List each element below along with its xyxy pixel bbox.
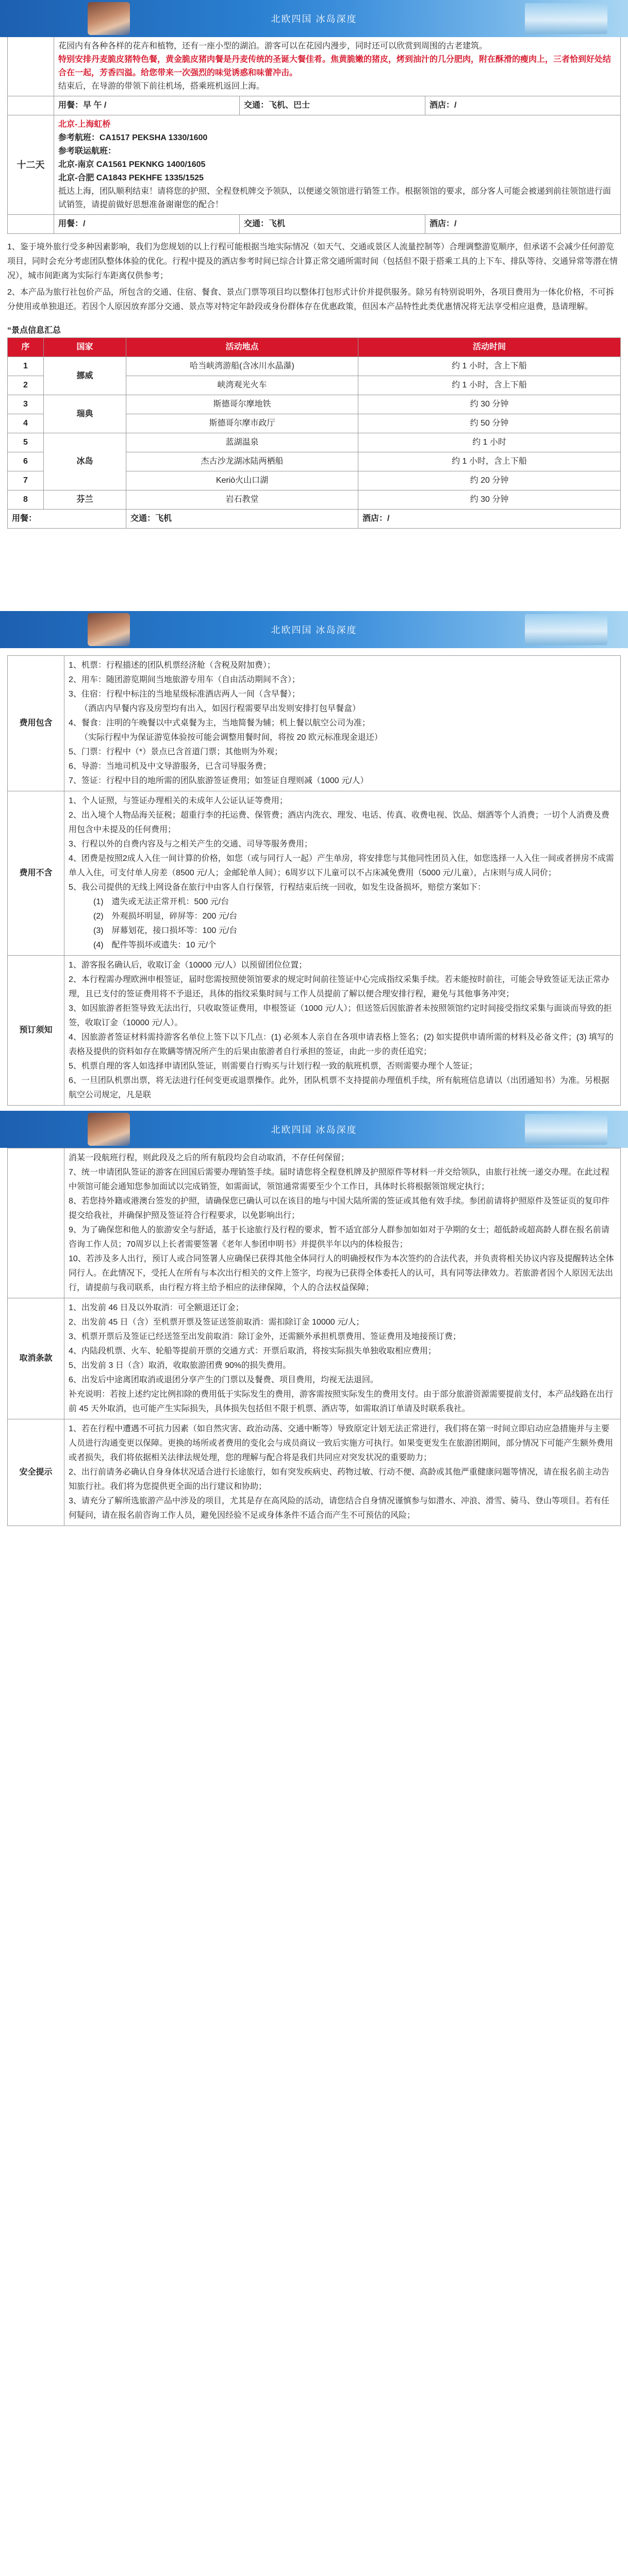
hotel-info: 酒店：/ bbox=[358, 510, 621, 529]
compensation-item: (4) 配件等损坏或遗失：10 元/个 bbox=[93, 941, 217, 950]
prebook-item: 4、因旅游者签证材料需持游客名单位上签下以下几点：(1) 必须本人亲自在各项申请表格上签名；(2) 如实提供申请所需的材料及必备文件；(3) 填写的表格及提供的资料如存在欺瞒等情况所产生的后果由旅游者自行承担的签证，由此一步的责任追究； bbox=[69, 1033, 614, 1056]
cell-no: 3 bbox=[8, 395, 44, 414]
prebook-list bbox=[64, 956, 621, 1106]
header-banner bbox=[0, 0, 628, 37]
itinerary-table bbox=[7, 37, 621, 234]
day12-desc bbox=[54, 115, 621, 215]
spacer bbox=[8, 215, 54, 234]
note-item: 2、本产品为旅行社包价产品，所包含的交通、住宿、餐食、景点门票等项目均以整体打包形式计价并提供服务。除另有特别说明外，各项目费用为一体化价格，不可拆分使用或单独退还。若因个人原因放弃部分交通、景点等对特定年龄段或身份群体存在优惠政策，但因本产品特性此类优惠情况将无法享受相应退费，恳请理解。 bbox=[7, 288, 614, 311]
cell-place: 峡湾观光火车 bbox=[126, 376, 358, 395]
ref-flight: 北京-合肥 CA1843 PEKHFE 1335/1525 bbox=[58, 174, 204, 182]
cell-place: 哈当峡湾游船(含冰川水晶瀑) bbox=[126, 357, 358, 376]
meal-info: 用餐： bbox=[8, 510, 126, 529]
cancel-item: 3、机票开票后及签证已经送签至出发前取消：除订金外，还需额外承担机票费用、签证费用及地接预订费； bbox=[69, 1332, 461, 1341]
day12-text: 抵达上海，团队顺利结束！请将您的护照、全程登机牌交予领队，以便递交领馆进行销签工作。根据领馆的要求，部分客人可能会被递到前往领馆进行面试销签，请提前做好思想准备谢谢您的配合！ bbox=[58, 187, 612, 209]
ref-flight: 北京-南京 CA1561 PEKNKG 1400/1605 bbox=[58, 160, 206, 169]
table-row bbox=[8, 357, 621, 376]
cancel-list bbox=[64, 1298, 621, 1419]
cell-country: 挪威 bbox=[44, 357, 126, 395]
banner-title: 北欧四国 冰岛深度 bbox=[271, 14, 357, 24]
prebook-label: 预订须知 bbox=[8, 956, 64, 1106]
safety-item: 1、若在行程中遭遇不可抗力因素（如自然灾害、政治动荡、交通中断等）导致原定计划无法正常进行，我们将在第一时间立即启动应急措施并与主要人员进行沟通变更以保障。更换的场所或者费用的变化会与成员商议一致后实施方可执行。如果变更发生在旅游团期间，部分情况下可能产生额外费用或者损失，我们将依据相关法律法规处理，您的理解与配合将是我们共同应对突发状况的重要助力； bbox=[69, 1425, 614, 1462]
banner-landscape bbox=[525, 3, 607, 34]
prebook-item: 5、机票自理的客人如选择申请团队签证，则需要自行购买与计划行程一致的航班机票，否则需要办理个人签证； bbox=[69, 1062, 477, 1071]
cancel-item: 1、出发前 46 日及以外取消：可全额退还订金； bbox=[69, 1303, 244, 1312]
banner-photo bbox=[88, 613, 130, 646]
cell-no: 8 bbox=[8, 490, 44, 510]
prebook-item: 8、若您持外籍或港澳台签发的护照，请确保您已确认可以在该目的地与中国大陆所需的签证或其他有效手续。参团前请将护照原件及签证页的复印件提交给我社，并确保护照及签证符合行程要求，以免影响出行； bbox=[69, 1197, 609, 1220]
fee-section bbox=[0, 648, 628, 1106]
safety-item: 2、出行前请务必确认自身身体状况适合进行长途旅行，如有突发疾病史、药物过敏、行动不便、高龄或其他严重健康问题等情况，请在报名前主动告知旅行社。我们将为您提供更全面的出行建议和协助； bbox=[69, 1468, 609, 1491]
prebook-item: 3、如因旅游者拒签导致无法出行，只收取签证费用，申根签证（1000 元/人）；但送签后因旅游者未按照领馆约定时间接受指纹采集与面谈而导致的拒签，收取订金（10000 元/人）。 bbox=[69, 1004, 612, 1027]
day11-desc bbox=[54, 37, 621, 96]
cell-no: 1 bbox=[8, 357, 44, 376]
col-header: 活动地点 bbox=[126, 338, 358, 357]
cell-no: 4 bbox=[8, 414, 44, 433]
fee-item: （实际行程中为保证游览体验按可能会调整用餐时间，将按 20 欧元标准现金退还） bbox=[80, 733, 383, 742]
meal-info: 用餐：/ bbox=[54, 215, 240, 234]
prebook-item: 7、统一申请团队签证的游客在回国后需要办理销签手续。届时请您将全程登机牌及护照原件等材料一并交给领队，由旅行社统一递交办理。在此过程中领馆可能会通知您参加面试以完成销签，如需面试，领馆通常需要至少个工作日，具体时长将根据领馆规定执行； bbox=[69, 1168, 609, 1191]
safety-item: 3、请充分了解所选旅游产品中涉及的项目，尤其是存在高风险的活动，请您结合自身情况谨慎参与如潜水、冲浪、滑雪、骑马、登山等项目。若有任何疑问，请在报名前咨询工作人员，避免因经验不足或身体条件不适合而产生不可预估的风险； bbox=[69, 1497, 609, 1520]
table-row bbox=[8, 395, 621, 414]
fee-item: 2、出入境个人物品海关征税；超重行李的托运费、保管费；酒店内洗衣、理发、电话、传真、收费电视、饮品、烟酒等个人消费；一切个人消费及费用包含中未提及的任何费用； bbox=[69, 811, 609, 834]
prebook-item: 消某一段航班行程，则此段及之后的所有航段均会自动取消，不存任何保留； bbox=[69, 1154, 350, 1162]
meal-info: 用餐：早 午 / bbox=[54, 96, 240, 115]
fee-exclude-list bbox=[64, 791, 621, 956]
cell-no: 7 bbox=[8, 471, 44, 490]
hotel-info: 酒店：/ bbox=[425, 215, 621, 234]
safety-label: 安全提示 bbox=[8, 1419, 64, 1526]
compensation-item: (3) 屏幕划花，接口损坏等：100 元/台 bbox=[93, 926, 238, 935]
terms-table bbox=[7, 1148, 621, 1526]
cell-time: 约 30 分钟 bbox=[358, 490, 621, 510]
fee-item: 4、餐食：注明的午晚餐以中式桌餐为主，当地简餐为辅；机上餐以航空公司为准； bbox=[69, 719, 370, 727]
banner-photo bbox=[88, 1113, 130, 1146]
ref-flight-title: 参考联运航班： bbox=[58, 147, 117, 156]
cancel-item: 4、内陆段机票、火车、轮船等提前开票的交通方式：开票后取消，将按实际损失单独收取相应费用； bbox=[69, 1347, 436, 1355]
cell-place: 杰古沙龙湖冰陆两栖船 bbox=[126, 452, 358, 471]
cell-time: 约 1 小时 bbox=[358, 433, 621, 452]
day-label-blank bbox=[8, 37, 54, 96]
prebook-item: 1、游客报名确认后，收取订金（10000 元/人）以预留团位位置； bbox=[69, 961, 307, 970]
cancel-item: 6、出发后中途离团取消或退团分享产生的门票以及餐费、项目费用，均视无法退回。 bbox=[69, 1376, 378, 1384]
cell-no: 5 bbox=[8, 433, 44, 452]
cancel-item: 2、出发前 45 日（含）至机票开票及签证送签前取消：需扣除订金 10000 元/人； bbox=[69, 1318, 365, 1327]
prebook-item: 6、一旦团队机票出票，将无法进行任何变更或退票操作。此外，团队机票不支持提前办理值机手续，所有航班信息请以（出团通知书）为准。另根据航空公司规定，凡是联 bbox=[69, 1076, 609, 1099]
itinerary-section bbox=[0, 37, 628, 529]
banner-photo bbox=[88, 2, 130, 35]
cell-time: 约 1 小时，含上下船 bbox=[358, 452, 621, 471]
prebook-item: 2、本行程需办理欧洲申根签证，届时您需按照使领馆要求的规定时间前往签证中心完成指纹采集手续。若未能按时前往，可能会导致签证无法正常办理，且已支付的签证费用将不予退还，具体的指纹采集时间与工作人员提前了解以便合理安排行程，避免与其他事务冲突； bbox=[69, 975, 609, 998]
banner-title: 北欧四国 冰岛深度 bbox=[271, 625, 357, 635]
notes-block bbox=[7, 234, 621, 320]
cell-place: 蓝湖温泉 bbox=[126, 433, 358, 452]
compensation-item: (1) 遗失或无法正常开机：500 元/台 bbox=[93, 897, 229, 906]
banner-landscape bbox=[525, 614, 607, 645]
prebook-cont-label bbox=[8, 1148, 64, 1298]
table-row bbox=[8, 433, 621, 452]
col-header: 活动时间 bbox=[358, 338, 621, 357]
fee-item: 1、机票：行程描述的团队机票经济舱（含税及附加费）； bbox=[69, 661, 275, 670]
fee-item: 4、团费是按照2成人入住一间计算的价格，如您（或与同行人一起）产生单房，将安排您与其他同性团员入住，如您选择一人入住一间或者拼房不成需单人入住，可支付单人房差（8500 元/人；金邮轮单人间）；6周岁以下儿童可以不占床减免费用（5000 元/儿童），占床则与成人同价； bbox=[69, 854, 614, 877]
cell-time: 约 50 分钟 bbox=[358, 414, 621, 433]
scenic-table bbox=[7, 337, 621, 529]
fee-item: 1、个人证照，与签证办理相关的未成年人公证认证等费用； bbox=[69, 796, 288, 805]
cell-time: 约 30 分钟 bbox=[358, 395, 621, 414]
compensation-item: (2) 外观损坏明显，碎屏等：200 元/台 bbox=[93, 912, 238, 921]
cell-no: 6 bbox=[8, 452, 44, 471]
cell-place: 岩石教堂 bbox=[126, 490, 358, 510]
prebook-cont-list bbox=[64, 1148, 621, 1298]
day11-line: 结束后，在导游的带领下前往机场，搭乘班机返回上海。 bbox=[58, 82, 265, 91]
hotel-info: 酒店：/ bbox=[425, 96, 621, 115]
banner-landscape bbox=[525, 1114, 607, 1145]
terms-section bbox=[0, 1148, 628, 1526]
fee-include-label: 费用包含 bbox=[8, 656, 64, 791]
fee-item: 3、行程以外的自费内容及与之相关产生的交通、司导等服务费用； bbox=[69, 840, 312, 849]
safety-list bbox=[64, 1419, 621, 1526]
banner-title: 北欧四国 冰岛深度 bbox=[271, 1125, 357, 1135]
cell-place: Keriò火山口湖 bbox=[126, 471, 358, 490]
route-title: 北京-上海虹桥 bbox=[58, 120, 111, 129]
cell-no: 2 bbox=[8, 376, 44, 395]
fee-item: 6、导游：当地司机及中文导游服务，已含司导服务费； bbox=[69, 762, 271, 771]
transport-info: 交通：飞机 bbox=[240, 215, 425, 234]
fee-exclude-label: 费用不含 bbox=[8, 791, 64, 956]
cancel-item: 5、出发前 3 日（含）取消，收取旅游团费 90%的损失费用。 bbox=[69, 1361, 291, 1370]
scenic-title: “景点信息汇总 bbox=[7, 326, 61, 335]
header-banner bbox=[0, 1111, 628, 1148]
flight-info: 参考航班：CA1517 PEKSHA 1330/1600 bbox=[58, 133, 208, 142]
transport-info: 交通：飞机 bbox=[126, 510, 358, 529]
day11-special-meal: 特别安排丹麦脆皮猪特色餐，黄金脆皮猪肉餐是丹麦传统的圣诞大餐佳肴。焦黄脆嫩的猪皮，烤到油汁的几分肥肉，附在酥滑的瘦肉上，三者恰到好处结合在一起，芳香四溢。给您带来一次强烈的味觉诱惑和味蕾冲击。 bbox=[58, 55, 612, 77]
cancel-item: 补充说明：若按上述约定比例扣除的费用低于实际发生的费用，游客需按照实际发生的费用支付。由于部分旅游资源需要提前支付，本产品线路在出行前 45 天外取消，也可能产生实际损失，具体损失包括但不限于机票、酒店等，如需取消订单请及时联系我社。 bbox=[69, 1390, 614, 1413]
cancel-label: 取消条款 bbox=[8, 1298, 64, 1419]
day-label: 十二天 bbox=[8, 115, 54, 215]
cell-time: 约 1 小时，含上下船 bbox=[358, 376, 621, 395]
fee-item: 7、签证：行程中目的地所需的团队旅游签证费用；如签证自理则减（1000 元/人） bbox=[69, 776, 369, 785]
day11-line: 花园内有各种各样的花卉和植物，还有一座小型的湖泊。游客可以在花园内漫步，同时还可以欣赏到周围的古老建筑。 bbox=[58, 42, 488, 50]
fee-include-list bbox=[64, 656, 621, 791]
fee-item: 2、用车：随团游览期间当地旅游专用车（自由活动期间不含）； bbox=[69, 675, 300, 684]
cell-country: 瑞典 bbox=[44, 395, 126, 433]
table-row bbox=[8, 490, 621, 510]
cell-time: 约 1 小时，含上下船 bbox=[358, 357, 621, 376]
cell-country: 芬兰 bbox=[44, 490, 126, 510]
cell-place: 斯德哥尔摩地铁 bbox=[126, 395, 358, 414]
col-header: 国家 bbox=[44, 338, 126, 357]
fee-item: （酒店内早餐内容及房型均有出入，如因行程需要早出发则安排打包早餐盒） bbox=[80, 704, 361, 713]
prebook-item: 9、为了确保您和他人的旅游安全与舒适，基于长途旅行及行程的要求，暂不适宜部分人群参加如如对于孕期的女士；超低龄或超高龄人群在报名前请咨询工作人员；70周岁以上长者需要签署《老年人参团申明书》并提供半年以内的体检报告； bbox=[69, 1226, 609, 1249]
header-banner bbox=[0, 611, 628, 648]
col-header: 序 bbox=[8, 338, 44, 357]
prebook-item: 10、若涉及多人出行，预订人或合同签署人应确保已获得其他全体同行人的明确授权作为本次签约的合法代表，并负责将相关协议内容及提醒转达全体同行人。在此情况下，受托人在所有与本次出行相关的文件上签字，均视为已获得全体委托人的认可，具有同等法律效力。若旅游者因个人原因无法出行，请提前与我司联系，由行程方将主给予相应的法律保障，个人的合法权益保障； bbox=[69, 1255, 614, 1292]
note-item: 1、鉴于境外旅行受多种因素影响，我们为您规划的以上行程可能根据当地实际情况（如天气、交通或景区人流量控制等）合理调整游览顺序，但承诺不会减少任何游览项目，同时会充分考虑团队整体体验的优化。行程中提及的酒店参考时间已综合计算正常交通所需时间（包括但不限于搭乘工具的上下车、排队等待、交通异常等潜在情况），城市间距离为实际行车距离仅供参考； bbox=[7, 243, 618, 280]
cell-country: 冰岛 bbox=[44, 433, 126, 490]
transport-info: 交通：飞机、巴士 bbox=[240, 96, 425, 115]
page-gap bbox=[0, 529, 628, 611]
cell-place: 斯德哥尔摩市政厅 bbox=[126, 414, 358, 433]
fee-item: 5、我公司提供的无线上网设备在旅行中由客人自行保管，行程结束后统一回收，如发生设备损坏，赔偿方案如下： bbox=[69, 883, 486, 892]
fee-item: 3、住宿：行程中标注的当地星级标准酒店两人一间（含早餐）； bbox=[69, 690, 300, 699]
spacer bbox=[8, 96, 54, 115]
fee-table bbox=[7, 655, 621, 1106]
cell-time: 约 20 分钟 bbox=[358, 471, 621, 490]
fee-item: 5、门票：行程中（*）景点已含首道门票；其他则为外观； bbox=[69, 748, 283, 756]
